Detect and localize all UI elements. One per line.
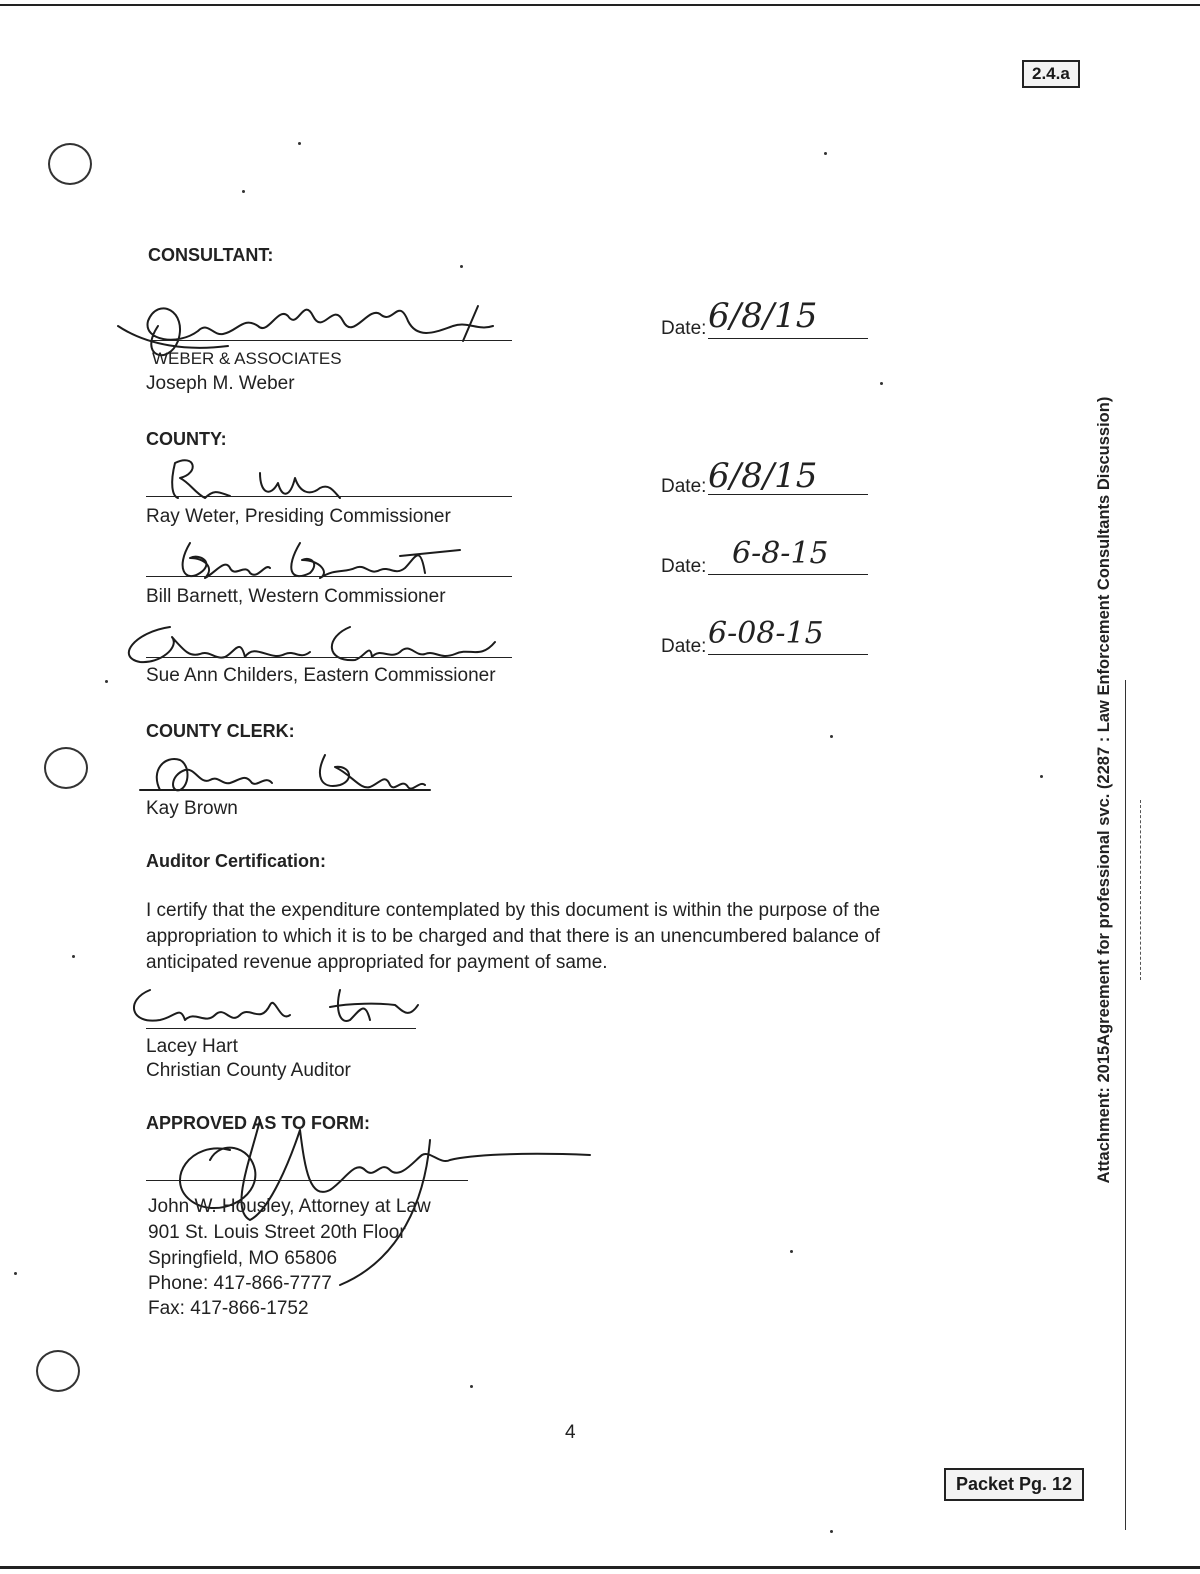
approved-heading: APPROVED AS TO FORM:	[146, 1113, 371, 1133]
auditor-heading: Auditor Certification:	[146, 851, 326, 871]
scan-speck	[830, 1530, 833, 1533]
county-clerk-signature	[140, 735, 440, 805]
eastern-commissioner-date-value: 6-08-15	[708, 616, 824, 651]
page-number: 4	[565, 1422, 576, 1443]
auditor-text-line-3: anticipated revenue appropriated for payment of same.	[146, 952, 608, 973]
auditor-name: Lacey Hart	[146, 1036, 238, 1057]
county-clerk-heading: COUNTY CLERK:	[146, 721, 295, 741]
presiding-commissioner-signature	[160, 448, 360, 508]
attorney-line-5: Fax: 417-866-1752	[148, 1298, 309, 1319]
scan-speck	[105, 680, 108, 683]
county-heading: COUNTY:	[146, 429, 227, 449]
top-border	[0, 4, 1200, 6]
presiding-commissioner-date-label: Date:	[661, 476, 707, 497]
eastern-commissioner-date-line	[708, 654, 868, 655]
eastern-commissioner-line	[146, 657, 512, 658]
western-commissioner-line	[146, 576, 512, 577]
scan-speck	[470, 1385, 473, 1388]
scan-speck	[880, 382, 883, 385]
punch-hole-middle	[44, 747, 88, 789]
western-commissioner-date-value: 6-8-15	[732, 536, 829, 571]
attorney-line-4: Phone: 417-866-7777	[148, 1273, 332, 1294]
scan-speck	[790, 1250, 793, 1253]
consultant-date-line	[708, 338, 868, 339]
western-commissioner-date-line	[708, 574, 868, 575]
consultant-date-label: Date:	[661, 318, 707, 339]
scan-speck	[242, 190, 245, 193]
attachment-side-caption: Attachment: 2015Agreement for professional svc. (2287 : Law Enforcement Consultants Discussion)	[1095, 396, 1113, 1184]
scan-speck	[298, 142, 301, 145]
presiding-commissioner-title: Ray Weter, Presiding Commissioner	[146, 506, 451, 527]
auditor-text-line-1: I certify that the expenditure contemplated by this document is within the purpose of the	[146, 900, 881, 921]
punch-hole-bottom	[36, 1350, 80, 1392]
consultant-date-value: 6/8/15	[708, 296, 818, 336]
punch-hole-top	[48, 143, 92, 185]
county-clerk-name: Kay Brown	[146, 798, 238, 819]
attorney-line-1: John W. Housley, Attorney at Law	[148, 1196, 431, 1217]
side-dash-rule	[1140, 800, 1141, 980]
auditor-text-line-2: appropriation to which it is to be charged and that there is an unencumbered balance of	[146, 926, 881, 947]
western-commissioner-signature	[170, 528, 470, 588]
scan-speck	[1040, 775, 1043, 778]
eastern-commissioner-date-label: Date:	[661, 636, 707, 657]
auditor-signature	[120, 975, 440, 1035]
side-margin-rule	[1125, 680, 1126, 1530]
western-commissioner-title: Bill Barnett, Western Commissioner	[146, 586, 446, 607]
auditor-signature-line	[146, 1028, 416, 1029]
western-commissioner-date-label: Date:	[661, 556, 707, 577]
consultant-heading: CONSULTANT:	[148, 245, 274, 265]
scan-speck	[824, 152, 827, 155]
packet-page-stamp: Packet Pg. 12	[944, 1468, 1084, 1501]
consultant-signature-line	[148, 340, 512, 341]
scan-speck	[14, 1272, 17, 1275]
scan-speck	[460, 265, 463, 268]
agenda-item-stamp: 2.4.a	[1022, 60, 1080, 88]
consultant-firm: WEBER & ASSOCIATES	[152, 349, 342, 368]
scan-speck	[830, 735, 833, 738]
eastern-commissioner-signature	[110, 612, 510, 672]
attorney-line-2: 901 St. Louis Street 20th Floor	[148, 1222, 406, 1243]
scan-speck	[72, 955, 75, 958]
bottom-border	[0, 1566, 1200, 1569]
auditor-title: Christian County Auditor	[146, 1060, 351, 1081]
attorney-signature-line	[146, 1180, 468, 1181]
presiding-commissioner-line	[146, 496, 512, 497]
attorney-line-3: Springfield, MO 65806	[148, 1248, 338, 1269]
eastern-commissioner-title: Sue Ann Childers, Eastern Commissioner	[146, 665, 496, 686]
presiding-commissioner-date-value: 6/8/15	[708, 456, 818, 496]
consultant-name: Joseph M. Weber	[146, 373, 295, 394]
